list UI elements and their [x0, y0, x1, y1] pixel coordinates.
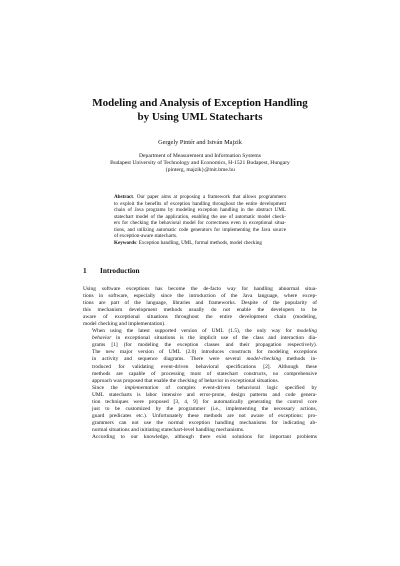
keywords: [114, 240, 286, 247]
authors: Gergely Pintér and István Majzik: [158, 139, 242, 146]
affiliation-line: Department of Measurement and Information Systems: [139, 153, 261, 159]
text-run: When using the latest supported version of UML (1.5), the only way for: [92, 328, 297, 335]
text-line: model checking and implementation).: [83, 321, 166, 328]
emphasis: model-checking: [246, 356, 281, 363]
text-line: The new major version of UML (2.0) introduces constructs for modeling exceptions: [92, 349, 317, 356]
abstract-line: chain of Java programs by modeling exception handling in the abstract UML: [114, 207, 286, 213]
text-run: Since the: [92, 384, 125, 391]
text-run: of complex event-driven behavioral logic specified by: [158, 384, 317, 391]
abstract-line: [114, 194, 286, 201]
emphasis: behavior: [92, 335, 112, 342]
text-line: this mechanism development methods usually do not enable the developers to be: [83, 307, 317, 314]
text-run: in activity and sequence diagrams. There were several: [92, 356, 247, 363]
text-line: [83, 356, 317, 363]
text-line: normal situations and initiating statechart-level handling mechanisms.: [92, 426, 245, 433]
paragraph: [83, 385, 317, 434]
text-line: tions are part of the language, libraries and frameworks. Despite of the popularity of: [83, 300, 317, 307]
abstract: [114, 194, 286, 246]
body-text: [83, 286, 317, 441]
abstract-text: . Our paper aims at proposing a framework that allows programmers: [132, 194, 286, 200]
text-run: methods in-: [280, 356, 317, 363]
text-line: According to our knowledge, although there exist solutions for important problems: [92, 433, 317, 440]
text-line: Using software exceptions has become the de-facto way for handling abnormal situa-: [83, 286, 317, 292]
paragraph: [83, 434, 317, 441]
section-heading: [83, 266, 140, 275]
text-line: methods are capable of processing most of statechart constructs, no comprehensive: [92, 370, 317, 377]
text-line: UML statecharts is labor intensive and error-prone, design patterns and code genera-: [92, 391, 317, 398]
text-line: tions in software, especially since the introduction of the Java language, where excep-: [83, 293, 317, 300]
abstract-line: statechart model of the application, enabling the use of automatic model check-: [114, 213, 286, 220]
text-line: grams [1] (for modeling the exception classes and their propagation respectively).: [92, 342, 317, 349]
affiliation-email: {pinterg, majzik}@mit.bme.hu: [165, 167, 235, 173]
text-line: troduced for validating event-driven behavioral specifications [2]. Although these: [92, 363, 317, 370]
paragraph: [83, 328, 317, 384]
text-line: approach was proposed that enable the checking of behavior in exceptional situations.: [92, 377, 279, 384]
text-line: [83, 385, 317, 392]
text-line: tion techniques were proposed [3, 4, 9] for automatically generating the control core: [92, 398, 317, 405]
text-line: [83, 328, 317, 335]
affiliation: [60, 153, 340, 174]
abstract-line: of exception-aware statecharts.: [114, 233, 178, 239]
text-line: just to be customized by the programmer (i.e., implementing the necessary actions,: [92, 405, 317, 412]
text-line: guard predicates etc.). Unfortunately these methods are not aware of exceptions: pro-: [92, 412, 317, 419]
section-number: 1: [83, 266, 87, 275]
text-line: aware of exceptional situations throughout the entire development chain (modeling,: [83, 314, 317, 321]
keywords-text: : Exception handling, UML, formal methods, model checking: [136, 239, 262, 246]
text-run: in exceptional situations is the implicit use of the class and interaction dia-: [111, 335, 317, 342]
paragraph: [83, 286, 317, 328]
abstract-line: tions, and utilizing automatic code generators for implementing the Java source: [114, 226, 286, 233]
text-line: grammers can not use the normal exception handling mechanisms for indicating ab-: [92, 419, 317, 426]
emphasis: implementation: [124, 384, 159, 391]
abstract-label: Abstract: [114, 194, 133, 200]
text-line: [83, 335, 317, 342]
abstract-line: ers for checking the behavioral model for correctness even in exceptional situa-: [114, 220, 286, 226]
keywords-label: Keywords: [114, 239, 137, 246]
title-line: by Using UML Statecharts: [137, 111, 263, 123]
affiliation-line: Budapest University of Technology and Economics, H-1521 Budapest, Hungary: [110, 160, 290, 166]
emphasis: modeling: [296, 328, 317, 335]
paper-title: [60, 96, 340, 124]
abstract-line: to exploit the benefits of exception handling throughout the entire development: [114, 200, 286, 207]
title-line: Modeling and Analysis of Exception Handling: [92, 97, 308, 109]
section-title: Introduction: [100, 266, 140, 275]
